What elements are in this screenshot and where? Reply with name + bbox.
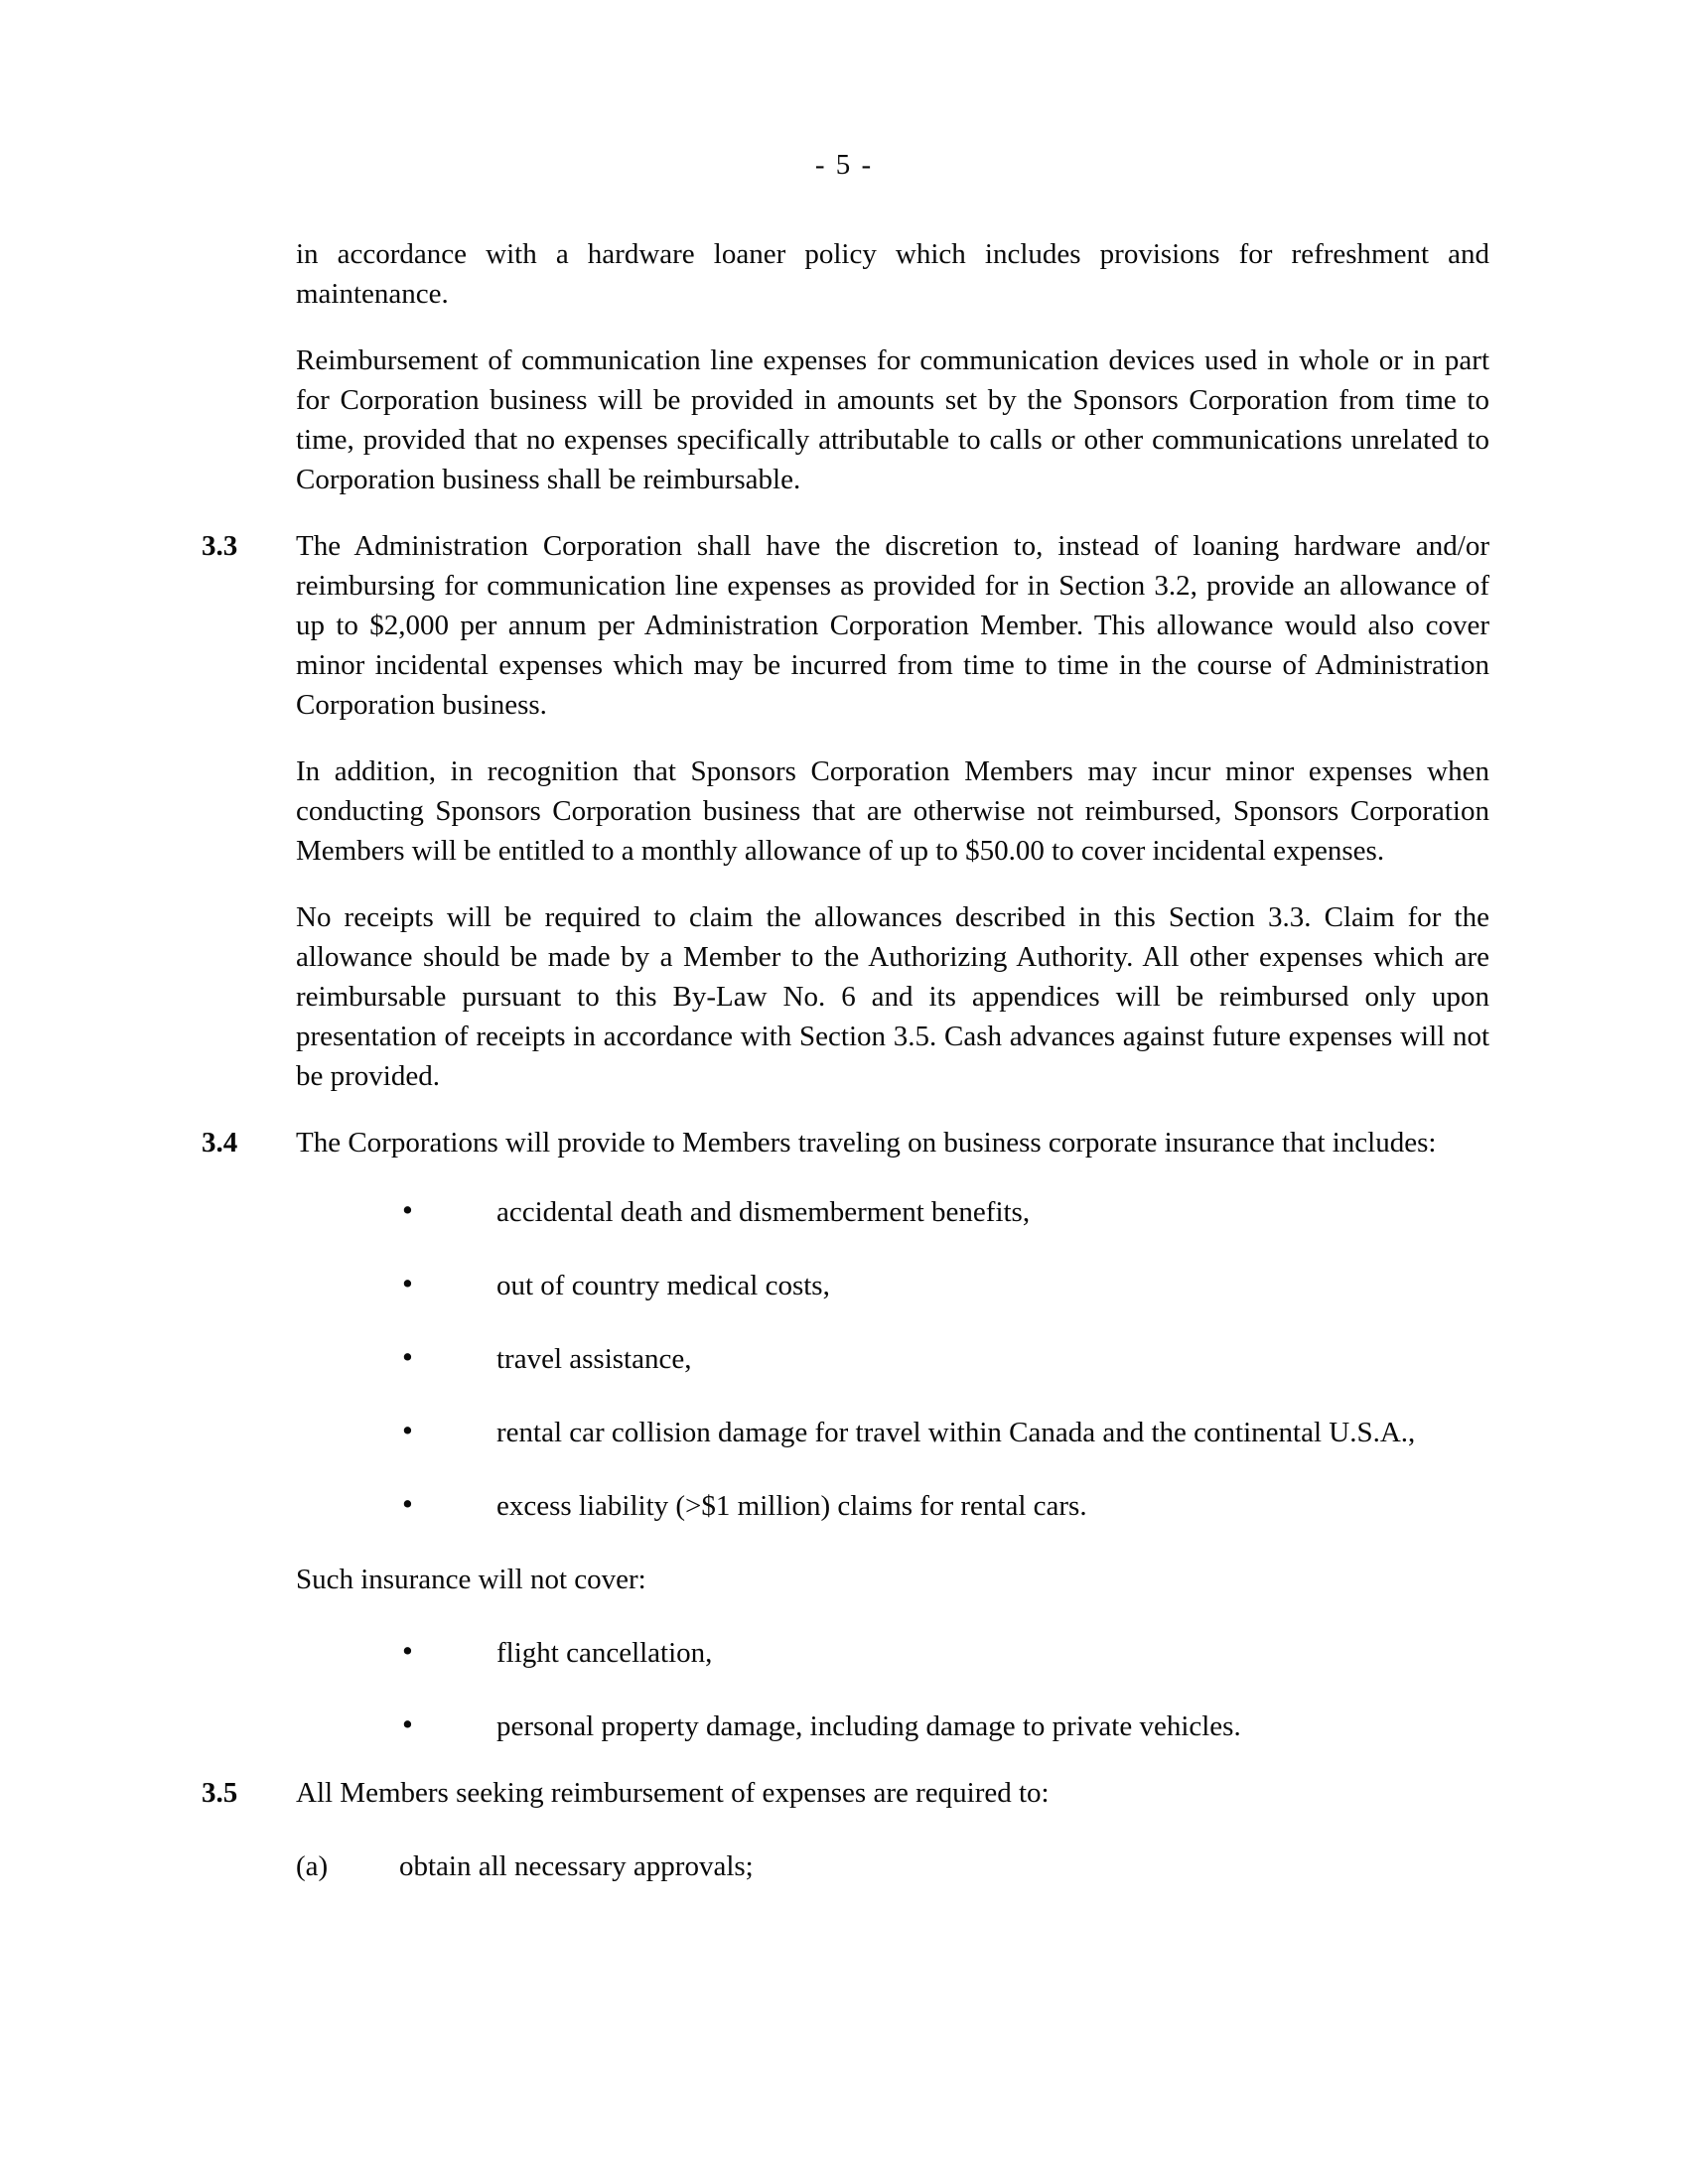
- paragraph-insurance-intro: The Corporations will provide to Members traveling on business corporate insurance that includes:: [296, 1127, 1437, 1159]
- bullet-icon: •: [402, 1633, 413, 1668]
- list-item-flight-cancellation: [296, 1633, 1489, 1673]
- bullet-icon: •: [402, 1192, 413, 1227]
- section-number-3-3: 3.3: [202, 530, 238, 562]
- list-item-text: personal property damage, including damage to private vehicles.: [496, 1710, 1241, 1742]
- covered-benefits-list: [296, 1192, 1489, 1526]
- list-item-rental-car-collision: [296, 1413, 1489, 1452]
- section-3-3: [202, 526, 1489, 725]
- list-item-text: out of country medical costs,: [496, 1270, 830, 1301]
- paragraph-monthly-allowance: In addition, in recognition that Sponsors Corporation Members may incur minor expenses when conducting Sponsors Corporation business that are otherwise not reimbursed, Sponsors Corporation Members will be entitled to a monthly allowance of up to $50.00 to cover incidental expenses.: [296, 755, 1489, 867]
- bullet-icon: •: [402, 1706, 413, 1741]
- list-item-text: rental car collision damage for travel within Canada and the continental U.S.A.,: [496, 1417, 1416, 1448]
- subitem-a: [296, 1846, 1489, 1886]
- bullet-icon: •: [402, 1266, 413, 1300]
- subitem-label: (a): [296, 1850, 329, 1882]
- bullet-icon: •: [402, 1339, 413, 1374]
- paragraph-not-cover-intro: Such insurance will not cover:: [296, 1564, 646, 1595]
- list-item-out-of-country-medical: [296, 1266, 1489, 1305]
- list-item-excess-liability: [296, 1486, 1489, 1526]
- subitem-text: obtain all necessary approvals;: [399, 1850, 754, 1882]
- document-body: [202, 234, 1489, 1886]
- list-item-personal-property-damage: [296, 1706, 1489, 1746]
- section-3-4: [202, 1123, 1489, 1162]
- list-item-text: travel assistance,: [496, 1343, 692, 1375]
- not-covered-list: [296, 1633, 1489, 1746]
- list-item-travel-assistance: [296, 1339, 1489, 1379]
- paragraph-allowance-discretion: The Administration Corporation shall have the discretion to, instead of loaning hardware and/or reimbursing for communication line expenses as provided for in Section 3.2, provide an allowance of up to $2,000 per annum per Administration Corporation Member. This allowance would also cover minor incidental expenses which may be incurred from time to time in the course of Administration Corporation business.: [296, 530, 1489, 721]
- section-number-3-5: 3.5: [202, 1777, 238, 1809]
- section-number-3-4: 3.4: [202, 1127, 238, 1159]
- bullet-icon: •: [402, 1413, 413, 1447]
- paragraph-hardware-loaner: in accordance with a hardware loaner policy which includes provisions for refreshment and maintenance.: [296, 238, 1489, 310]
- page-number: - 5 -: [814, 149, 874, 181]
- paragraph-reimbursement-requirements: All Members seeking reimbursement of expenses are required to:: [296, 1777, 1050, 1809]
- paragraph-no-receipts: No receipts will be required to claim the allowances described in this Section 3.3. Claim for the allowance should be made by a Member to the Authorizing Authority. All other expenses which are reimbursable pursuant to this By-Law No. 6 and its appendices will be reimbursed only upon presentation of receipts in accordance with Section 3.5. Cash advances against future expenses will not be provided.: [296, 901, 1489, 1092]
- list-item-text: excess liability (>$1 million) claims for rental cars.: [496, 1490, 1087, 1522]
- list-item-accidental-death: [296, 1192, 1489, 1232]
- paragraph-communication-line-reimbursement: Reimbursement of communication line expenses for communication devices used in whole or in part for Corporation business will be provided in amounts set by the Sponsors Corporation from time to time, provided that no expenses specifically attributable to calls or other communications unrelated to Corporation business shall be reimbursable.: [296, 344, 1489, 495]
- bullet-icon: •: [402, 1486, 413, 1521]
- list-item-text: accidental death and dismemberment benefits,: [496, 1196, 1031, 1228]
- list-item-text: flight cancellation,: [496, 1637, 713, 1669]
- section-3-5: [202, 1773, 1489, 1813]
